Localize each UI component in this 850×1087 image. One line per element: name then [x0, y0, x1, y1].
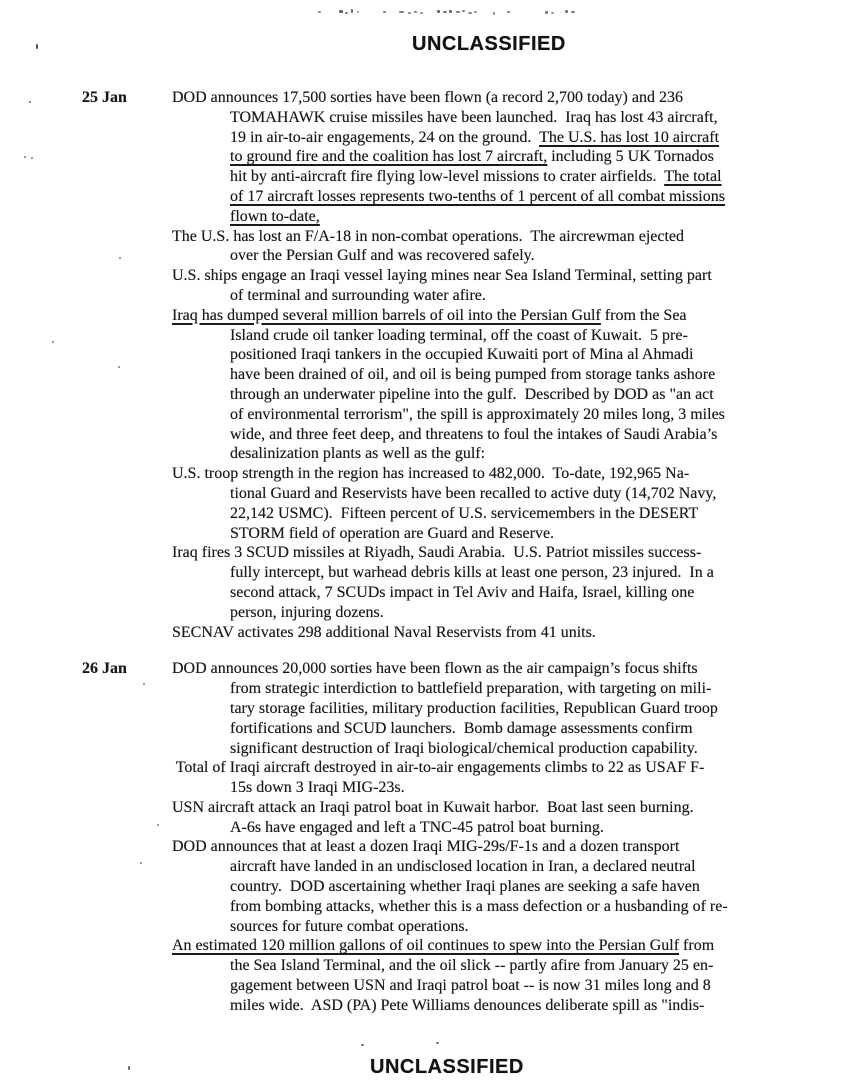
text-segment: U.S. troop strength in the region has increased to 482,000. To-date, 192,965 Na- — [172, 465, 690, 483]
text-segment: fully intercept, but warhead debris kills at least one person, 23 injured. In a — [230, 564, 714, 582]
chronology-paragraph — [172, 758, 822, 798]
scan-speck — [339, 10, 343, 13]
chronology-paragraph — [172, 88, 822, 227]
underlined-text: The U.S. has lost 10 aircraft — [539, 128, 720, 146]
text-segment: of environmental terrorism", the spill is approximately 20 miles long, 3 miles — [230, 405, 725, 423]
scan-speck — [36, 44, 38, 49]
text-line — [172, 699, 822, 719]
text-line — [172, 187, 822, 207]
text-segment: country. DOD ascertaining whether Iraqi planes are seeking a safe haven — [230, 878, 700, 896]
text-line — [172, 798, 822, 818]
text-line — [172, 246, 822, 266]
text-segment: tional Guard and Reservists have been recalled to active duty (14,702 Navy, — [230, 484, 717, 502]
scan-speck — [551, 12, 554, 14]
text-line — [172, 818, 822, 838]
text-segment: miles wide. ASD (PA) Pete Williams denounces deliberate spill as "indis- — [230, 996, 705, 1014]
text-line — [172, 719, 822, 739]
scan-speck — [318, 11, 321, 13]
scan-speck — [436, 1042, 439, 1044]
text-segment: from — [679, 937, 715, 955]
text-line — [172, 524, 822, 544]
chronology-paragraph — [172, 623, 822, 643]
scan-speck — [545, 11, 548, 14]
text-segment: DOD announces 20,000 sorties have been flown as the air campaign’s focus shifts — [172, 660, 698, 678]
text-segment: U.S. ships engage an Iraqi vessel laying mines near Sea Island Terminal, setting part — [172, 267, 712, 285]
entry-date: 25 Jan — [82, 89, 127, 106]
entry-date: 26 Jan — [82, 660, 127, 678]
underlined-text: flown to-date, — [230, 207, 320, 225]
underlined-text: Iraq has dumped several million barrels of oil into the Persian Gulf — [172, 306, 601, 324]
text-line — [172, 877, 822, 897]
text-segment: of terminal and surrounding water afire. — [230, 286, 486, 304]
scan-speck — [462, 10, 465, 12]
chronology-paragraph — [172, 227, 822, 267]
text-line — [172, 207, 822, 227]
text-segment: The U.S. has lost an F/A-18 in non-combat operations. The aircrewman ejected — [172, 227, 685, 245]
text-segment: positioned Iraqi tankers in the occupied Kuwaiti port of Mina al Ahmadi — [230, 346, 694, 364]
text-line — [172, 563, 822, 583]
scan-speck — [24, 156, 26, 158]
text-segment: desalinization plants as well as the gulf: — [230, 445, 486, 463]
text-segment: second attack, 7 SCUDs impact in Tel Aviv and Haifa, Israel, killing one — [230, 583, 695, 601]
text-segment: DOD announces 17,500 sorties have been flown (a record 2,700 today) and 236 — [172, 89, 683, 106]
text-line — [172, 464, 822, 484]
scan-speck — [140, 862, 142, 864]
text-segment: 22,142 USMC). Fifteen percent of U.S. servicemembers in the DESERT — [230, 504, 699, 522]
underlined-text: An estimated 120 million gallons of oil continues to spew into the Persian Gulf — [172, 937, 680, 955]
text-line — [172, 286, 822, 306]
chronology-paragraph — [172, 659, 822, 758]
scan-speck — [565, 10, 568, 13]
scan-speck — [128, 1066, 130, 1070]
text-segment: from the Sea — [600, 306, 687, 324]
scan-speck — [31, 157, 33, 159]
chronology-entry — [82, 659, 822, 1015]
text-line — [172, 365, 822, 385]
text-segment: through an underwater pipeline into the gulf. Described by DOD as "an act — [230, 385, 714, 403]
underlined-text: of 17 aircraft losses represents two-tenths of 1 percent of all combat missions — [230, 187, 725, 205]
text-segment: Iraq fires 3 SCUD missiles at Riyadh, Saudi Arabia. U.S. Patriot missiles success- — [172, 544, 702, 562]
scan-speck — [357, 11, 359, 13]
text-line — [172, 956, 822, 976]
text-line — [172, 345, 822, 365]
text-segment: DOD announces that at least a dozen Iraqi MIG-29s/F-1s and a dozen transport — [172, 838, 680, 856]
chronology-paragraph — [172, 837, 822, 936]
text-line — [172, 385, 822, 405]
scan-speck — [143, 683, 145, 685]
text-segment: have been drained of oil, and oil is being pumped from storage tanks ashore — [230, 366, 716, 384]
text-line — [172, 936, 822, 956]
chronology-paragraph — [172, 464, 822, 543]
text-line — [172, 326, 822, 346]
scan-speck — [456, 11, 460, 13]
text-line — [172, 837, 822, 857]
text-line — [172, 88, 822, 108]
scan-speck — [351, 9, 353, 13]
text-line — [172, 167, 822, 187]
scan-speck — [345, 12, 348, 14]
text-segment: gagement between USN and Iraqi patrol boat -- is now 31 miles long and 8 — [230, 977, 711, 995]
text-segment: the Sea Island Terminal, and the oil slick -- partly afire from January 25 en- — [230, 957, 714, 975]
scan-speck — [157, 824, 159, 826]
text-line — [172, 778, 822, 798]
chronology-entry — [82, 88, 822, 642]
text-segment: including 5 UK Tornados — [547, 148, 714, 166]
scan-speck — [361, 1044, 364, 1046]
scan-speck — [437, 10, 440, 13]
chronology-paragraph — [172, 266, 822, 306]
text-line — [172, 897, 822, 917]
text-line — [172, 128, 822, 148]
text-segment: 15s down 3 Iraqi MIG-23s. — [230, 779, 405, 797]
text-segment: significant destruction of Iraqi biological/chemical production capability. — [230, 739, 698, 757]
text-line — [172, 108, 822, 128]
text-segment: person, injuring dozens. — [230, 603, 384, 621]
text-line — [172, 227, 822, 247]
scan-speck — [468, 12, 472, 14]
text-line — [172, 603, 822, 623]
text-line — [172, 739, 822, 759]
scan-speck — [449, 10, 452, 13]
scan-speck — [383, 11, 386, 13]
scan-speck — [408, 12, 411, 14]
text-segment: Total of Iraqi aircraft destroyed in air-to-air engagements climbs to 22 as USAF F- — [172, 759, 705, 777]
text-segment: 19 in air-to-air engagements, 24 on the ground. — [230, 128, 540, 146]
text-line — [172, 147, 822, 167]
text-line — [172, 484, 822, 504]
scan-speck — [507, 11, 510, 13]
text-line — [172, 405, 822, 425]
text-segment: A-6s have engaged and left a TNC-45 patrol boat burning. — [230, 818, 604, 836]
scan-speck — [119, 257, 121, 259]
classification-header: UNCLASSIFIED — [412, 33, 566, 55]
text-line — [172, 996, 822, 1016]
underlined-text: to ground fire and the coalition has lost 7 aircraft, — [230, 148, 548, 166]
text-segment: SECNAV activates 298 additional Naval Reservists from 41 units. — [172, 623, 596, 641]
classification-footer: UNCLASSIFIED — [370, 1056, 524, 1078]
entry-paragraphs — [172, 659, 822, 1015]
scan-speck — [29, 101, 31, 103]
text-segment: aircraft have landed in an undisclosed location in Iran, a declared neutral — [230, 858, 696, 876]
scan-speck — [399, 11, 404, 13]
text-line — [172, 758, 822, 778]
text-line — [172, 623, 822, 643]
text-segment: USN aircraft attack an Iraqi patrol boat in Kuwait harbor. Boat last seen burning. — [172, 798, 694, 816]
text-segment: wide, and three feet deep, and threatens to foul the intakes of Saudi Arabia’s — [230, 425, 718, 443]
text-line — [172, 504, 822, 524]
document-body — [82, 88, 822, 1016]
text-segment: STORM field of operation are Guard and Reserve. — [230, 524, 555, 542]
chronology-paragraph — [172, 306, 822, 464]
chronology-paragraph — [172, 936, 822, 1015]
text-segment: from strategic interdiction to battlefield preparation, with targeting on mili- — [230, 680, 712, 698]
text-line — [172, 266, 822, 286]
scan-speck — [414, 11, 417, 13]
text-line — [172, 306, 822, 326]
text-line — [172, 583, 822, 603]
scan-speck — [420, 12, 423, 14]
scan-speck — [52, 341, 54, 343]
text-line — [172, 425, 822, 445]
scan-speck — [474, 11, 477, 13]
text-segment: Island crude oil tanker loading terminal, off the coast of Kuwait. 5 pre- — [230, 326, 688, 344]
text-line — [172, 543, 822, 563]
text-line — [172, 444, 822, 464]
text-segment: TOMAHAWK cruise missiles have been launched. Iraq has lost 43 aircraft, — [230, 108, 718, 126]
text-line — [172, 857, 822, 877]
text-line — [172, 917, 822, 937]
chronology-paragraph — [172, 543, 822, 622]
entry-paragraphs — [172, 88, 822, 642]
underlined-text: The total — [664, 168, 722, 186]
text-segment: hit by anti-aircraft fire flying low-level missions to crater airfields. — [230, 168, 665, 186]
text-segment: sources for future combat operations. — [230, 917, 469, 935]
text-segment: tary storage facilities, military production facilities, Republican Guard troop — [230, 699, 718, 717]
text-line — [172, 976, 822, 996]
scan-speck — [571, 11, 575, 13]
text-line — [172, 659, 822, 679]
text-segment: from bombing attacks, whether this is a mass defection or a husbanding of re- — [230, 897, 728, 915]
scan-speck — [118, 366, 120, 368]
scan-speck — [443, 11, 447, 13]
text-segment: over the Persian Gulf and was recovered safely. — [230, 247, 535, 265]
scan-speck — [493, 12, 495, 15]
chronology-paragraph — [172, 798, 822, 838]
text-segment: fortifications and SCUD launchers. Bomb damage assessments confirm — [230, 719, 693, 737]
text-line — [172, 679, 822, 699]
